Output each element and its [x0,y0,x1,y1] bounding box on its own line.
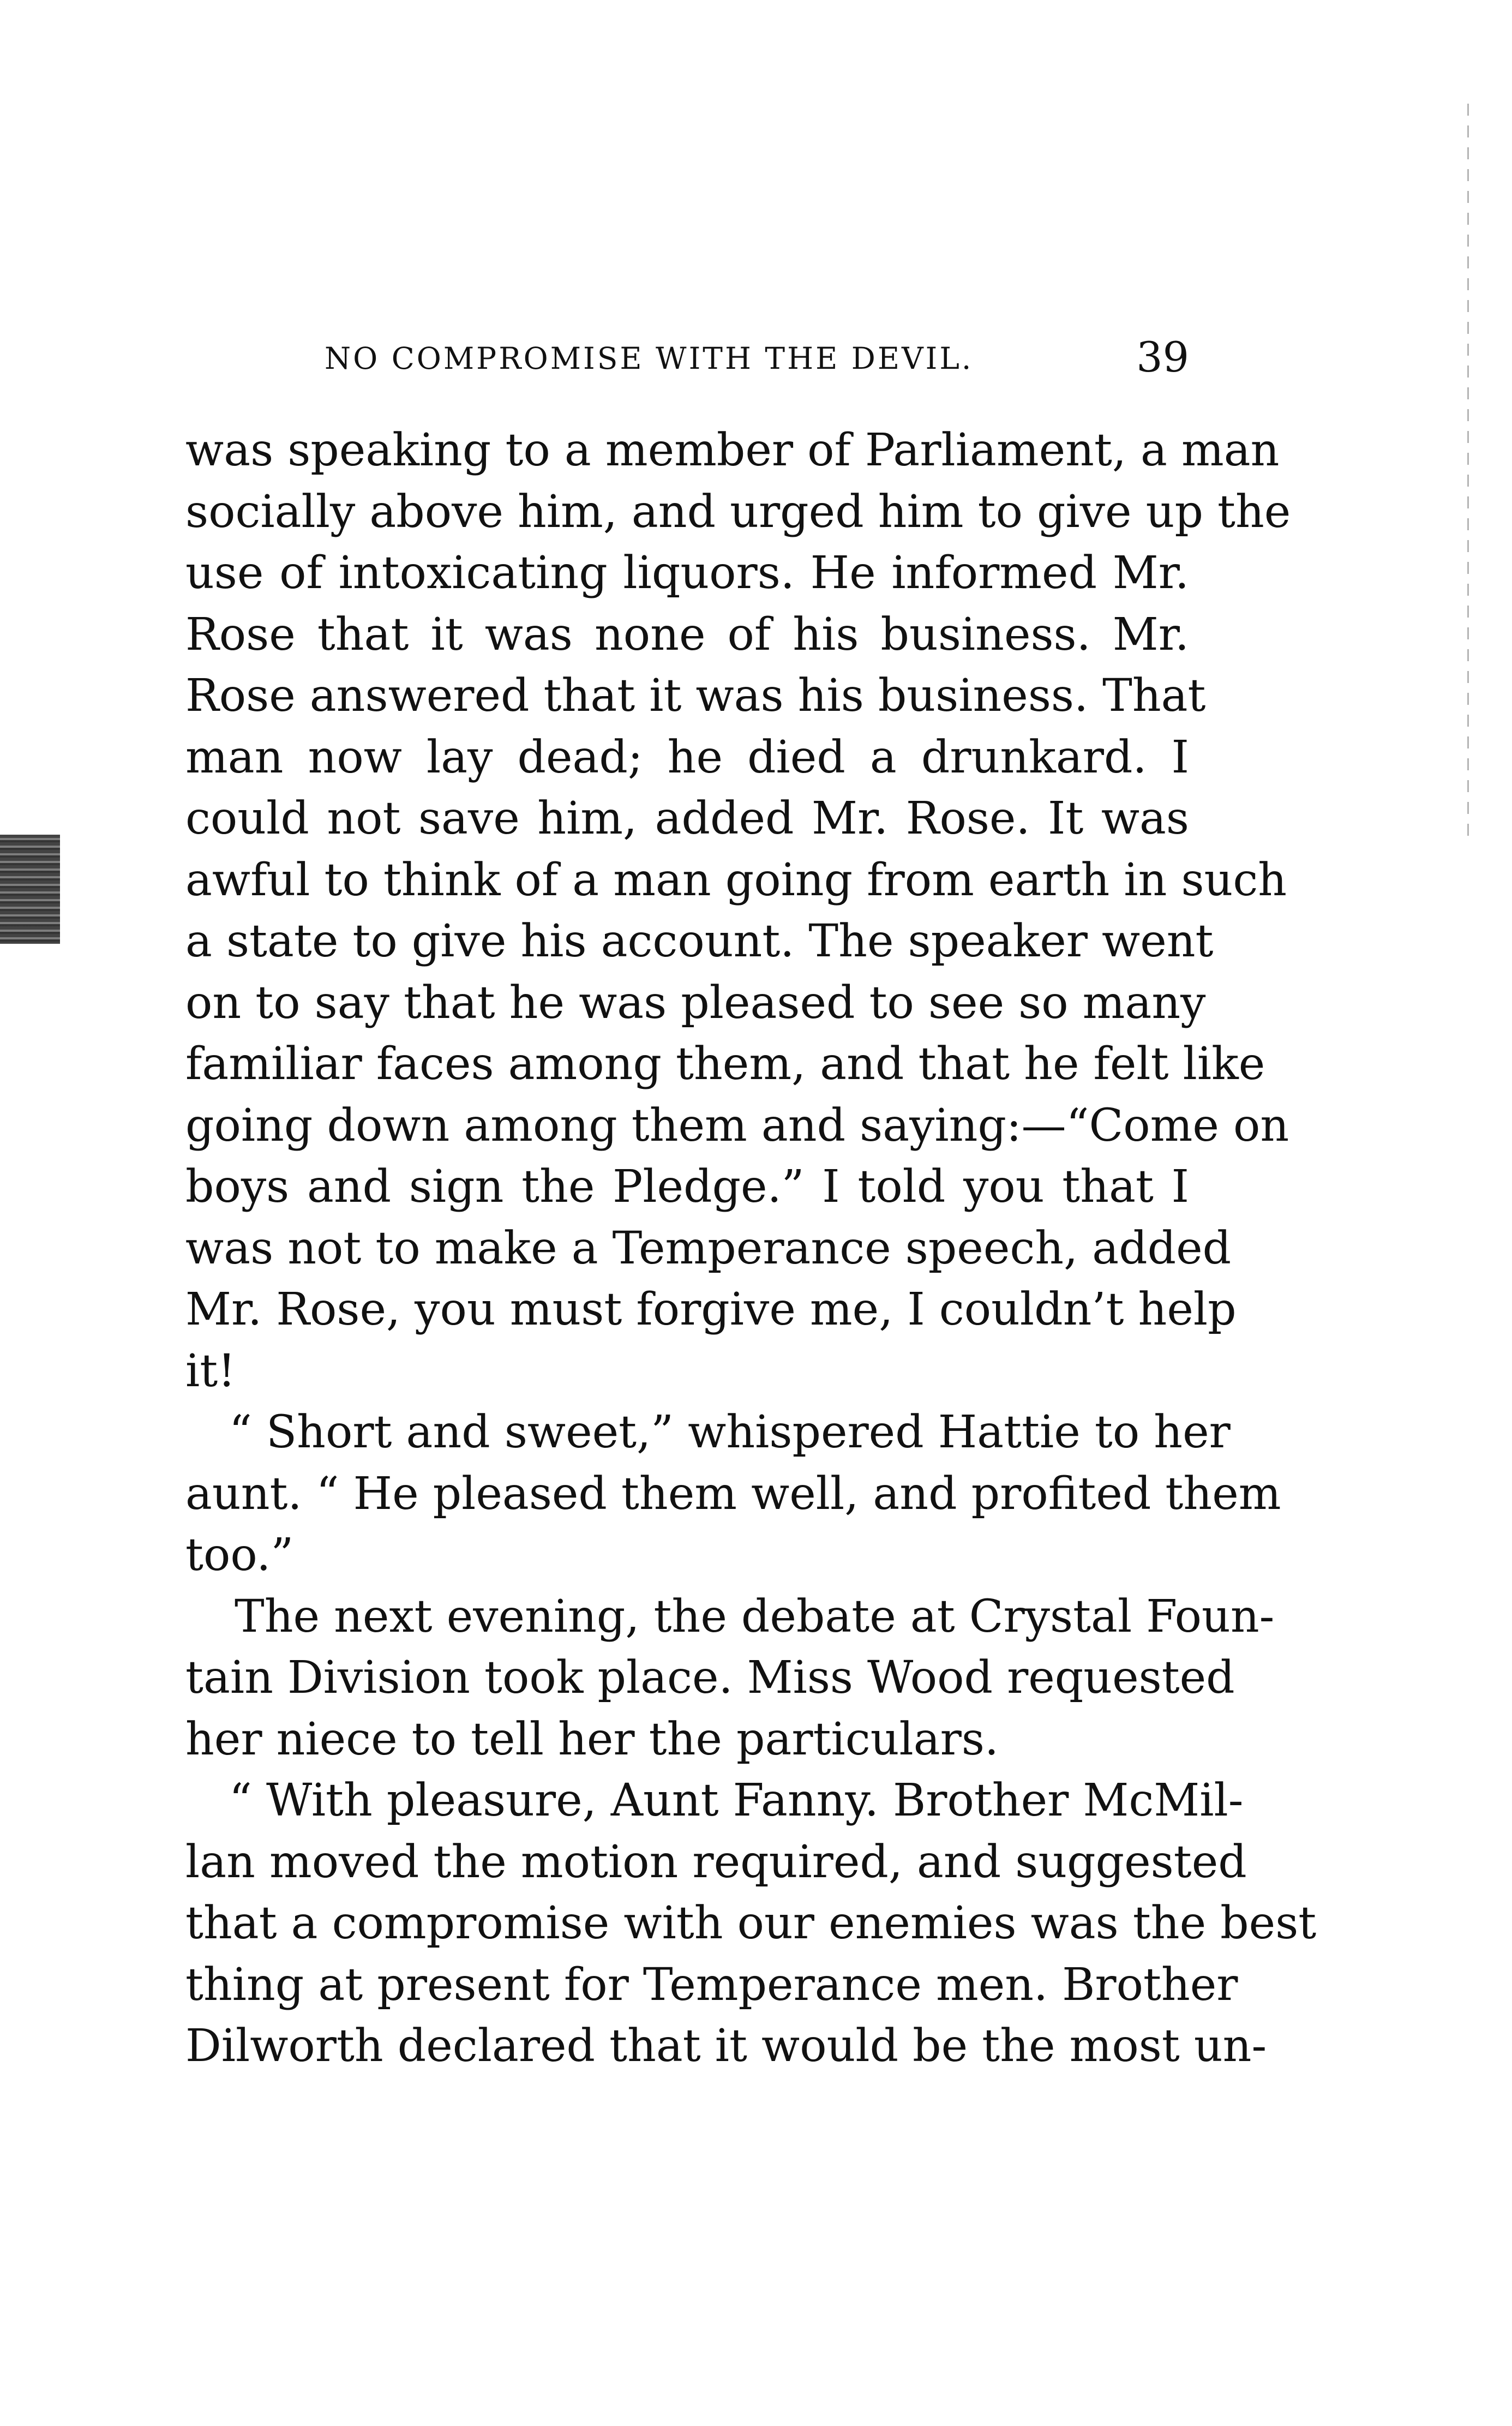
text-line: Mr. Rose, you must forgive me, I couldn’t help [185,1284,1237,1335]
text-line: it! [185,1345,236,1397]
text-line: aunt. “ He pleased them well, and profited them [185,1467,1281,1520]
text-line: that a compromise with our enemies was the best [185,1897,1317,1949]
text-line: boys and sign the Pledge.” I told you that I [185,1161,1189,1213]
text-line: familiar faces among them, and that he felt like [185,1038,1265,1090]
running-head [185,333,1189,382]
text-line: socially above him, and urged him to give up the [185,486,1291,538]
text-line: tain Division took place. Miss Wood requested [185,1652,1235,1704]
text-line: use of intoxicating liquors. He informed Mr. [185,547,1189,599]
text-line: “ Short and sweet,” whispered Hattie to her [229,1406,1231,1458]
text-line: Rose answered that it was his business. That [185,670,1206,722]
text-line: lan moved the motion required, and suggested [185,1836,1247,1888]
text-line: too.” [185,1529,294,1581]
body-text [185,420,1317,2077]
text-line: “ With pleasure, Aunt Fanny. Brother McMil- [229,1775,1244,1826]
text-line: going down among them and saying:—“Come on [185,1099,1289,1152]
text-line: thing at present for Temperance men. Brother [185,1958,1238,2011]
text-line: was speaking to a member of Parliament, a man [185,424,1280,476]
running-title: NO COMPROMISE WITH THE DEVIL. [325,341,974,376]
page-edge-mark [1467,104,1469,840]
text-line: awful to think of a man going from earth in such [185,854,1287,906]
text-line: on to say that he was pleased to see so many [185,977,1206,1029]
binding-shadow [0,835,60,944]
page-number: 39 [1136,333,1189,381]
text-line: Dilworth declared that it would be the most un- [185,2020,1267,2072]
text-line: Rose that it was none of his business. Mr. [185,608,1189,661]
text-line: The next evening, the debate at Crystal Foun- [235,1590,1275,1643]
text-line: her niece to tell her the particulars. [185,1713,999,1765]
text-line: man now lay dead; he died a drunkard. I [185,731,1189,783]
text-line: was not to make a Temperance speech, added [185,1222,1232,1274]
text-line: could not save him, added Mr. Rose. It was [185,793,1189,844]
text-line: a state to give his account. The speaker went [185,915,1214,967]
